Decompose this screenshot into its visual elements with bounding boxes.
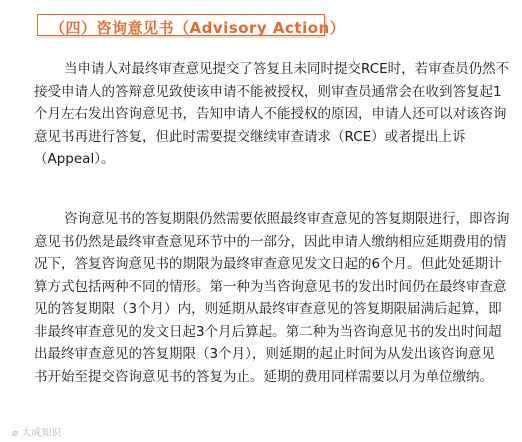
paragraph-line: 算方式包括两种不同的情形。第一种为当咨询意见书的发出时间仍在最终审查意 xyxy=(34,278,507,295)
section-title: （四）咨询意见书（Advisory Action） xyxy=(50,19,346,37)
paragraph-line: 非最终审查意见的发文日起3个月后算起。第二种为当咨询意见书的发出时间超 xyxy=(34,323,502,340)
paragraph-advisory-action-intro xyxy=(34,58,510,171)
paragraph-response-deadline xyxy=(34,208,510,388)
paragraph-line: （Appeal）。 xyxy=(34,151,115,167)
paragraph-line: 意见书仍然是最终审查意见环节中的一部分，因此申请人缴纳相应延期费用的情 xyxy=(34,233,507,250)
paragraph-line: 况下，答复咨询意见书的期限为最终审查意见发文日起的6个月。但此处延期计 xyxy=(34,256,502,272)
paragraph-line: 见的答复期限（3个月）内，则延期从最终审查意见的答复期限届满后起算，即 xyxy=(34,301,502,317)
paragraph-line: 当申请人对最终审查意见提交了答复且未同时提交RCE时，若审查员仍然不 xyxy=(64,61,510,77)
paragraph-line: 书开始至提交咨询意见书的答复为止。延期的费用同样需要以月为单位缴纳。 xyxy=(34,368,493,385)
paragraph-line: 个月左右发出咨询意见书，告知申请人不能授权的原因，申请人还可以对该咨询 xyxy=(34,106,507,122)
paragraph-line: 意见书再进行答复，但此时需要提交继续审查请求（RCE）或者提出上诉 xyxy=(34,128,466,145)
paragraph-line: 咨询意见书的答复期限仍然需要依照最终审查意见的答复期限进行，即咨询 xyxy=(64,211,510,227)
paragraph-line: 出最终审查意见的答复期限（3个月），则延期的起止时间为从发出该咨询意见 xyxy=(34,346,495,362)
watermark-logo: ⌀ 大成知识 xyxy=(12,428,62,439)
paragraph-line: 接受申请人的答辩意见致使该申请不能被授权，则审查员通常会在收到答复起1 xyxy=(34,83,502,100)
